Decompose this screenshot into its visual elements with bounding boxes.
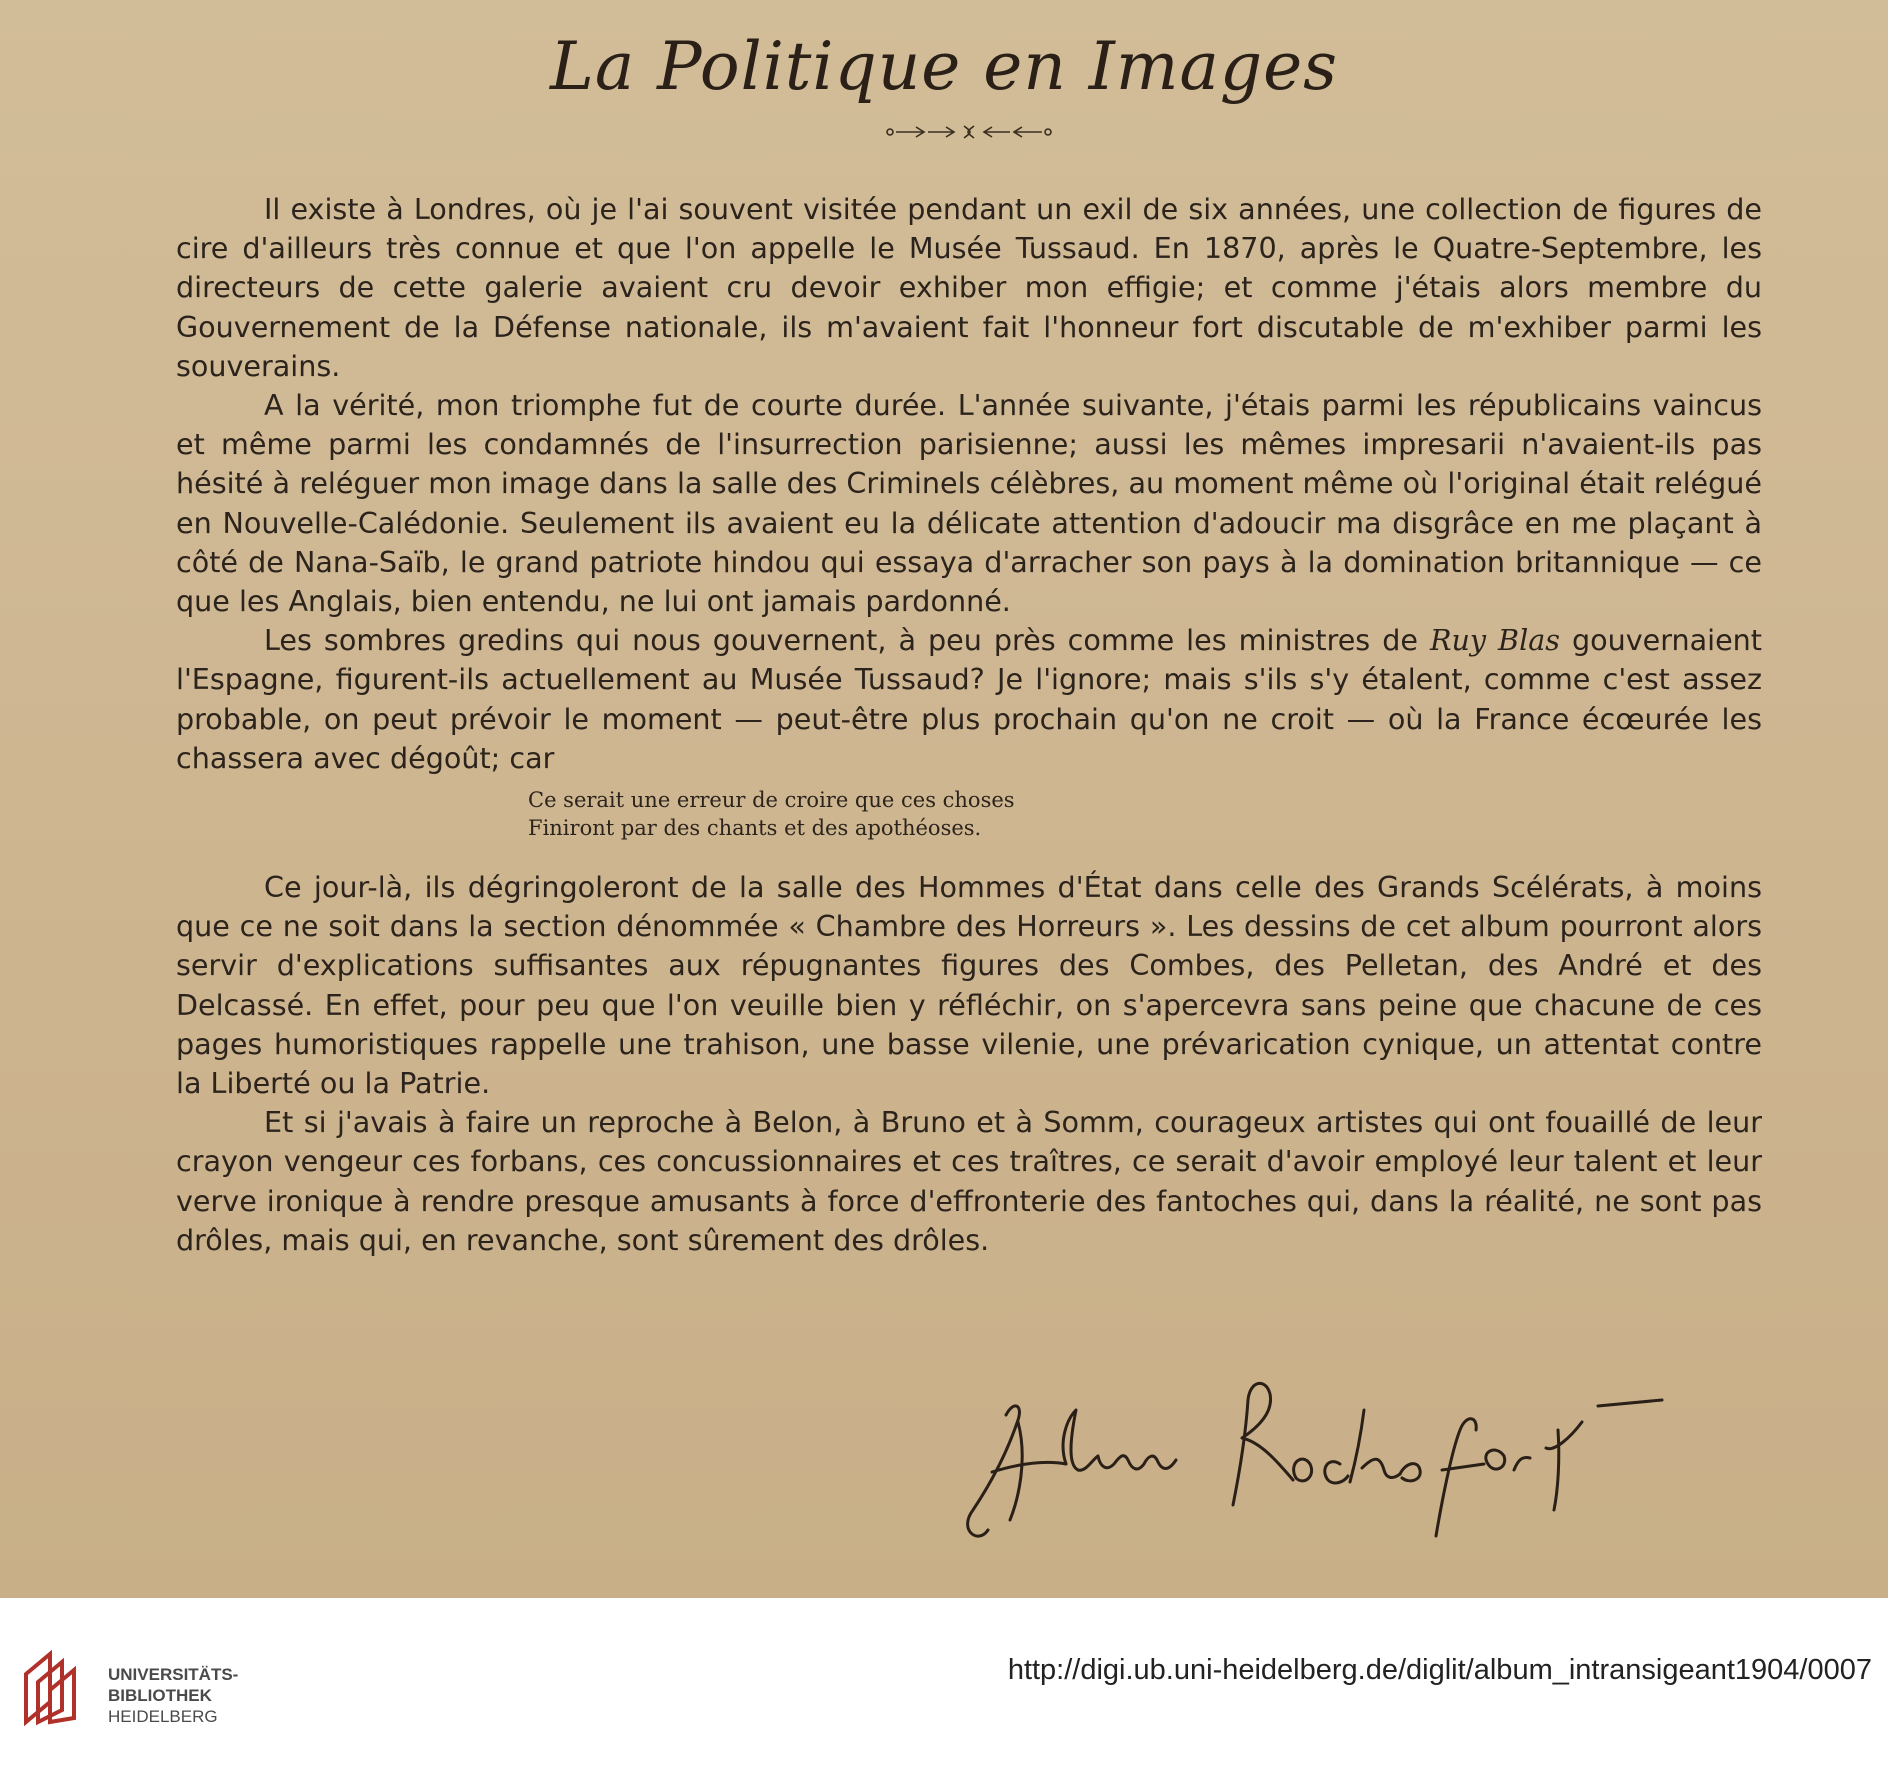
paragraph-3-start: Les sombres gredins qui nous gouvernent, à peu près comme les ministres de — [264, 623, 1430, 658]
paragraph-3-end: gouvernaient l'Espagne, figurent-ils actuellement au Musée Tussaud? Je l'ignore; mais s'ils s'y étalent, comme c'est assez probable, on peut prévoir le moment — peut-être plus prochain qu'on ne croit — où la France écœurée les chassera avec dégoût; car — [176, 623, 1762, 775]
paragraph-4: Ce jour-là, ils dégringoleront de la salle des Hommes d'État dans celle des Grands Scélérats, à moins que ce ne soit dans la section dénommée « Chambre des Horreurs ». Les dessins de cet album pourront alors servir d'explications suffisantes aux répugnantes figures des Combes, des Pelletan, des André et des Delcassé. En effet, pour peu que l'on veuille bien y réfléchir, on s'apercevra sans peine que chacune de ces pages humoristiques rappelle une trahison, une basse vilenie, une prévarication cynique, un attentat contre la Liberté ou la Patrie. — [176, 870, 1762, 1101]
verse-line-2: Finiront par des chants et des apothéoses. — [528, 816, 982, 841]
paragraph-3 — [176, 621, 1762, 778]
library-name — [108, 1664, 238, 1727]
ruy-blas-title: Ruy Blas — [1429, 623, 1560, 658]
verse-quote — [528, 786, 1762, 842]
library-name-line-1: UNIVERSITÄTS- — [108, 1665, 239, 1684]
paragraph-2: A la vérité, mon triomphe fut de courte durée. L'année suivante, j'étais parmi les républicains vaincus et même parmi les condamnés de l'insurrection parisienne; aussi les mêmes impresarii n'avaient-ils pas hésité à reléguer mon image dans la salle des Criminels célèbres, au moment même où l'original était relégué en Nouvelle-Calédonie. Seulement ils avaient eu la délicate attention d'adoucir ma disgrâce en me plaçant à côté de Nana-Saïb, le grand patriote hindou qui essaya d'arracher son pays à la domination britannique — ce que les Anglais, bien entendu, ne lui ont jamais pardonné. — [176, 388, 1762, 619]
university-library-logo-icon — [20, 1648, 90, 1728]
library-footer — [0, 1598, 1888, 1769]
page-title: La Politique en Images — [550, 28, 1338, 105]
paragraph-1: Il existe à Londres, où je l'ai souvent visitée pendant un exil de six années, une collection de figures de cire d'ailleurs très connue et que l'on appelle le Musée Tussaud. En 1870, après le Quatre-Septembre, les directeurs de cette galerie avaient cru devoir exhiber mon effigie; et comme j'étais alors membre du Gouvernement de la Défense nationale, ils m'avaient fait l'honneur fort discutable de m'exhiber parmi les souverains. — [176, 192, 1762, 383]
body-text — [176, 190, 1762, 1260]
source-url[interactable]: http://digi.ub.uni-heidelberg.de/diglit/album_intransigeant1904/0007 — [1007, 1654, 1872, 1686]
verse-line-1: Ce serait une erreur de croire que ces choses — [528, 788, 1015, 813]
library-name-line-3: HEIDELBERG — [108, 1707, 218, 1726]
paragraph-5: Et si j'avais à faire un reproche à Belon, à Bruno et à Somm, courageux artistes qui ont fouaillé de leur crayon vengeur ces forbans, ces concussionnaires et ces traîtres, ce serait d'avoir employé leur talent et leur verve ironique à rendre presque amusants à force d'effronterie des fantoches qui, dans la réalité, ne sont pas drôles, mais qui, en revanche, sont sûrement des drôles. — [176, 1105, 1762, 1257]
ornament-divider — [884, 122, 1054, 142]
library-name-line-2: BIBLIOTHEK — [108, 1686, 212, 1705]
handwritten-signature — [948, 1360, 1668, 1550]
